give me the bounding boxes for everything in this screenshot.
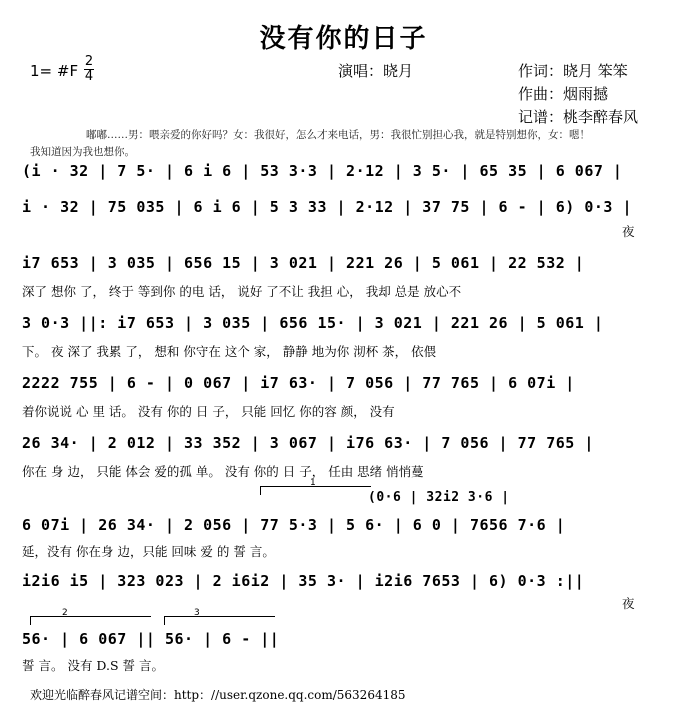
volta-number-1: 1 bbox=[310, 478, 316, 488]
time-signature bbox=[84, 56, 94, 83]
score-row-4: 3 0·3 ||: i7 653 | 3 035 | 656 15· | 3 021 | 221 26 | 5 061 | bbox=[22, 314, 604, 332]
volta-number-2: 2 bbox=[62, 608, 68, 618]
score-row-2: i · 32 | 75 035 | 6 i 6 | 5 3 33 | 2·12 | 37 75 | 6 - | 6) 0·3 | bbox=[22, 198, 632, 216]
volta-bracket-3 bbox=[164, 616, 275, 625]
score-row-7: 6 07i | 26 34· | 2 056 | 77 5·3 | 5 6· | 6 0 | 7656 7·6 | bbox=[22, 516, 566, 534]
score-row-interlude: (0·6 | 32i2 3·6 | bbox=[368, 490, 510, 505]
lyricist-credit: 作词：晓月 笨笨 bbox=[518, 62, 628, 80]
score-row-6: 26 34· | 2 012 | 33 352 | 3 067 | i76 63· | 7 056 | 77 765 | bbox=[22, 434, 594, 452]
time-signature-top: 2 bbox=[84, 54, 94, 69]
score-row-5: 2222 755 | 6 - | 0 067 | i7 63· | 7 056 | 77 765 | 6 07i | bbox=[22, 374, 575, 392]
score-row-8: i2i6 i5 | 323 023 | 2 i6i2 | 35 3· | i2i6 7653 | 6) 0·3 :|| bbox=[22, 572, 585, 590]
key-signature: 1= #F bbox=[30, 62, 79, 80]
score-row-3: i7 653 | 3 035 | 656 15 | 3 021 | 221 26 | 5 061 | 22 532 | bbox=[22, 254, 585, 272]
composer-credit: 作曲：烟雨撼 bbox=[518, 85, 609, 103]
lyric-row-3: 下。 夜 深了 我累 了， 想和 你守在 这个 家， 静静 地为你 沏杯 茶， 依偎 bbox=[22, 344, 437, 359]
lyric-row-6: 延，没有 你在身 边，只能 回味 爱 的 誓 言。 bbox=[22, 544, 275, 559]
lyric-row-2: 深了 想你 了， 终于 等到你 的电 话， 说好 了不让 我担 心， 我却 总是 放心不 bbox=[22, 284, 462, 299]
score-row-1: (i · 32 | 7 5· | 6 i 6 | 53 3·3 | 2·12 | 3 5· | 65 35 | 6 067 | bbox=[22, 162, 623, 180]
singer-credit: 演唱：晓月 bbox=[338, 62, 414, 80]
volta-bracket-2 bbox=[30, 616, 151, 625]
footer-link-text: 欢迎光临醉春风记谱空间：http：//user.qzone.qq.com/563264185 bbox=[30, 688, 406, 702]
volta-number-3: 3 bbox=[194, 608, 200, 618]
intro-dialogue-line-1: 嘟嘟……男：喂亲爱的你好吗？女：我很好，怎么才来电话，男：我很忙别担心我，就是特别想你，女：嗯！ bbox=[86, 129, 590, 141]
score-row-9: 56· | 6 067 || 56· | 6 - || bbox=[22, 630, 280, 648]
transcriber-credit: 记谱：桃李醉春风 bbox=[518, 108, 639, 126]
lyric-row-7: 夜 bbox=[622, 596, 635, 611]
lyric-row-8: 誓 言。 没有 D.S 誓 言。 bbox=[22, 658, 164, 673]
time-signature-bottom: 4 bbox=[84, 69, 94, 84]
song-title: 没有你的日子 bbox=[259, 24, 428, 54]
lyric-row-4: 着你说说 心 里 话。 没有 你的 日 子， 只能 回忆 你的容 颜， 没有 bbox=[22, 404, 395, 419]
lyric-row-5: 你在 身 边， 只能 体会 爱的孤 单。 没有 你的 日 子， 任由 思绪 悄悄蔓 bbox=[22, 464, 424, 479]
intro-dialogue-line-2: 我知道因为我也想你。 bbox=[30, 146, 135, 158]
lyric-row-1: 夜 bbox=[622, 224, 635, 239]
